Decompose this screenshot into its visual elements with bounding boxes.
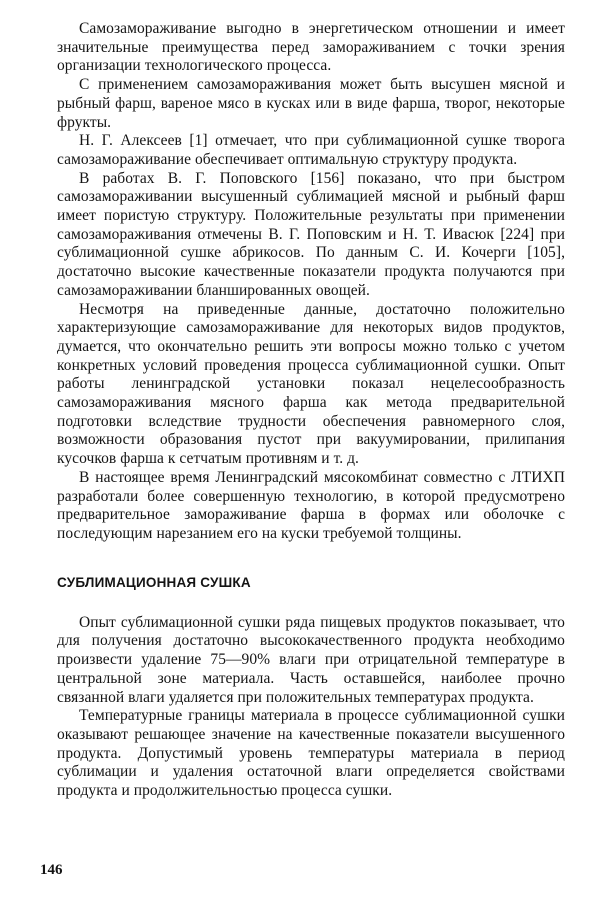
paragraph-leningrad-plant: В настоящее время Ленинградский мясокомбинат совместно с ЛТИХП разработали более совершенную технологию, в которой предусмотрено предварительное замораживание фарша в формах или оболочке с последующим нарезанием его на куски требуемой толщины. [57, 468, 565, 542]
page-number: 146 [40, 862, 63, 878]
paragraph-temperature-limits: Температурные границы материала в процессе сублимационной сушки оказывают решающее значение на качественные показатели высушенного продукта. Допустимый уровень температуры материала в период сублимации и удаления остаточной влаги определяется свойствами продукта и продолжительностью процесса сушки. [57, 707, 565, 800]
paragraph-self-freezing-advantages: Самозамораживание выгодно в энергетическом отношении и имеет значительные преимущества перед замораживанием с точки зрения организации технологического процесса. [57, 20, 565, 75]
paragraph-applicable-products: С применением самозамораживания может быть высушен мясной и рыбный фарш, вареное мясо в кусках или в виде фарша, творог, некоторые фрукты. [57, 76, 565, 131]
paragraph-popovsky: В работах В. Г. Поповского [156] показано, что при быстром самозамораживании высушенный сублимацией мясной и рыбный фарш имеет пористую структуру. Положительные результаты при применении самозамораживания отмечены В. Г. Поповским и Н. Т. Ивасюк [224] при сублимационной сушке абрикосов. По данным С. И. Кочерги [105], достаточно высокие качественные показатели продукта получаются при самозамораживании бланшированных овощей. [57, 169, 565, 299]
page-content [57, 20, 565, 801]
paragraph-despite-data: Несмотря на приведенные данные, достаточно положительно характеризующие самозамораживание для некоторых видов продуктов, думается, что окончательно решить эти вопросы можно только с учетом конкретных условий проведения процесса сублимационной сушки. Опыт работы ленинградской установки показал нецелесообразность самозамораживания мясного фарша как метода предварительной подготовки вследствие трудности обеспечения равномерного слоя, возможности образования пустот при вакуумировании, прилипания кусочков фарша к сетчатым противням и т. д. [57, 300, 565, 468]
paragraph-sublimation-experience: Опыт сублимационной сушки ряда пищевых продуктов показывает, что для получения достаточно высококачественного продукта необходимо произвести удаление 75—90% влаги при отрицательной температуре в центральной зоне материала. Часть оставшейся, наиболее прочно связанной влаги удаляется при положительных температурах продукта. [57, 613, 565, 706]
section-heading: СУБЛИМАЦИОННАЯ СУШКА [57, 574, 251, 590]
paragraph-alekseev: Н. Г. Алексеев [1] отмечает, что при сублимационной сушке творога самозамораживание обеспечивает оптимальную структуру продукта. [57, 132, 565, 168]
